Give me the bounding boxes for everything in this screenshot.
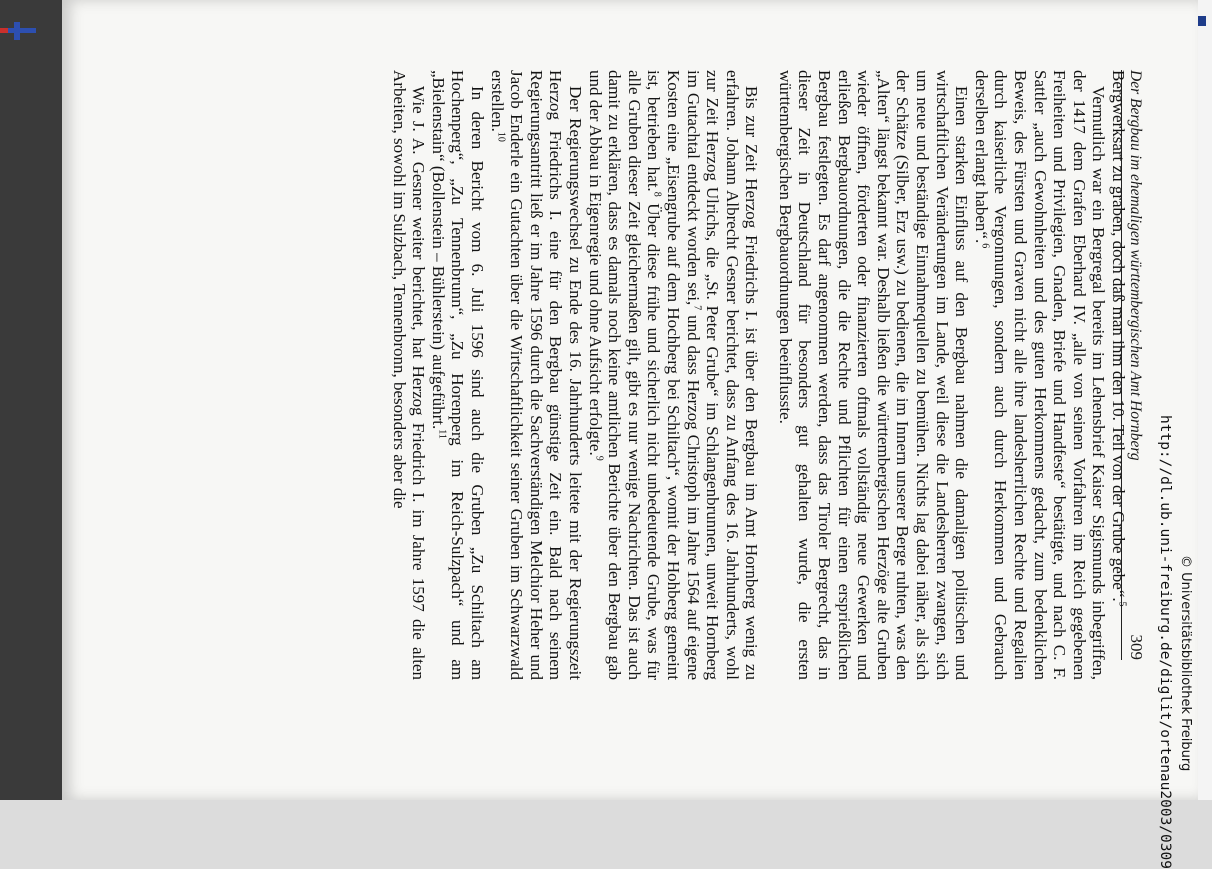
paragraph: Bergwerksart zu graben, doch daß man ihm den 10. Teil von der Grube gebe“.$^5$ (1109, 70, 1128, 607)
rotated-page-content (62, 0, 1198, 869)
running-title: Der Bergbau im ehemaligen württembergischen Amt Hornberg (1127, 70, 1144, 461)
paragraph: Wie J. A. Gesner weiter berichtet, hat Herzog Friedrich I. im Jahre 1597 die alten Arbeiten, sowohl im Sulzbach, Tennenbronn, besonders aber die (389, 70, 429, 680)
scan-left-margin (0, 0, 62, 800)
paragraph: Einen starken Einfluss auf den Bergbau nahmen die damaligen politischen und wirtschaftlichen Veränderungen im Lande, weil diese die Landesherren zwangen, sich um neue und beständige Einnahmequellen zu bemühen. Nichts lag dabei näher, als sich der Schätze (Silber, Erz usw.) zu bedienen, die im Innern unserer Berge ruhten, was den „Alten“ längst bekannt war. Deshalb ließen die württembergischen Herzöge alte Gruben wieder öffnen, förderten oder finanzierten oftmals vollständig neue Gewerken und erließen Bergbauordnungen, die die Rechte und Pflichten für einen ersprießlichen Bergbau festlegten. Es darf angenommen werden, dass das Tiroler Bergrecht, das in dieser Zeit in Deutschland für besonders gut gehalten wurde, die ersten württembergischen Bergbauordnungen beeinflusste. (775, 70, 972, 680)
paragraph: Bis zur Zeit Herzog Friedrichs I. ist über den Bergbau im Amt Hornberg wenig zu erfahren. Johann Albrecht Gesner berichtet, dass zu Anfang des 16. Jahrhunderts, wohl zur Zeit Herzog Ulrichs, die „St. Peter Grube“ im Schlangenbrunnen, unweit Hornberg im Gutachtal entdeckt worden sei,$^7$ und dass Herzog Christoph im Jahre 1564 auf eigene Kosten eine „Eisengrube auf dem Hochberg bei Schiltach“, womit der Hohberg gemeint ist, betrieben hat.$^8$ Über diese frühe und sicherlich nicht unbedeutende Grube, was für alle Gruben dieser Zeit gleichermaßen gilt, gibt es nur wenige Nachrichten. Das ist auch damit zu erklären, dass es damals noch keine amtlichen Berichte über den Bergbau gab und der Abbau in Eigenregie und ohne Aufsicht erfolgte.$^9$ (585, 70, 762, 681)
paragraph: In deren Bericht vom 6. Juli 1596 sind auch die Gruben „Zu Schiltach am Hochenperg“, „Zu Tennenbrunn“, „Zu Horenperg im Reich-Sulzpach“ und am „Bielenstain“ (Bollenstein – Bühlerstein) aufgeführt.$^{11}$ (428, 70, 487, 680)
book-page (62, 0, 1198, 869)
scan-color-mark (1198, 16, 1206, 26)
page-number: 309 (1127, 634, 1146, 660)
copyright-notice: © Universitätsbibliothek Freiburg (1178, 555, 1193, 772)
paragraph: Der Regierungswechsel zu Ende des 16. Jahrhunderts leitete mit der Regierungszeit Herzog Friedrichs I. eine für den Bergbau günstige Zeit ein. Bald nach seinem Regierungsantritt ließ er im Jahre 1596 durch die Sachverständigen Melchior Heher und Jacob Enderle ein Gutachten über die Wirtschaftlichkeit seiner Gruben im Schwarzwald erstellen.$^{10}$ (487, 70, 585, 680)
source-url: http://dl.ub.uni-freiburg.de/diglit/ortenau2003/0309 (1157, 415, 1173, 869)
paragraph: Vermutlich war ein Bergregal bereits im Lehensbrief Kaiser Sigismunds inbegriffen, der 1417 dem Grafen Eberhard IV. „alle von seinen Vorfahren im Reich gegebenen Freiheiten und Privilegien, Gnaden, Briefe und Handfeste“ bestätigte, und nach C. F. Sattler „auch Gewohnheiten und des guten Herkommens gedacht, zum bedenklichen Beweis, des Fürsten und Graven nicht alle ihre landesherrlichen Rechte und Regalien durch kaiserliche Vergonnungen, sondern auch durch Herkommen und Gebrauch derselben erlangt haben“.$^6$ (971, 70, 1109, 680)
body-text (389, 70, 1128, 680)
scan-right-margin (1198, 0, 1212, 800)
